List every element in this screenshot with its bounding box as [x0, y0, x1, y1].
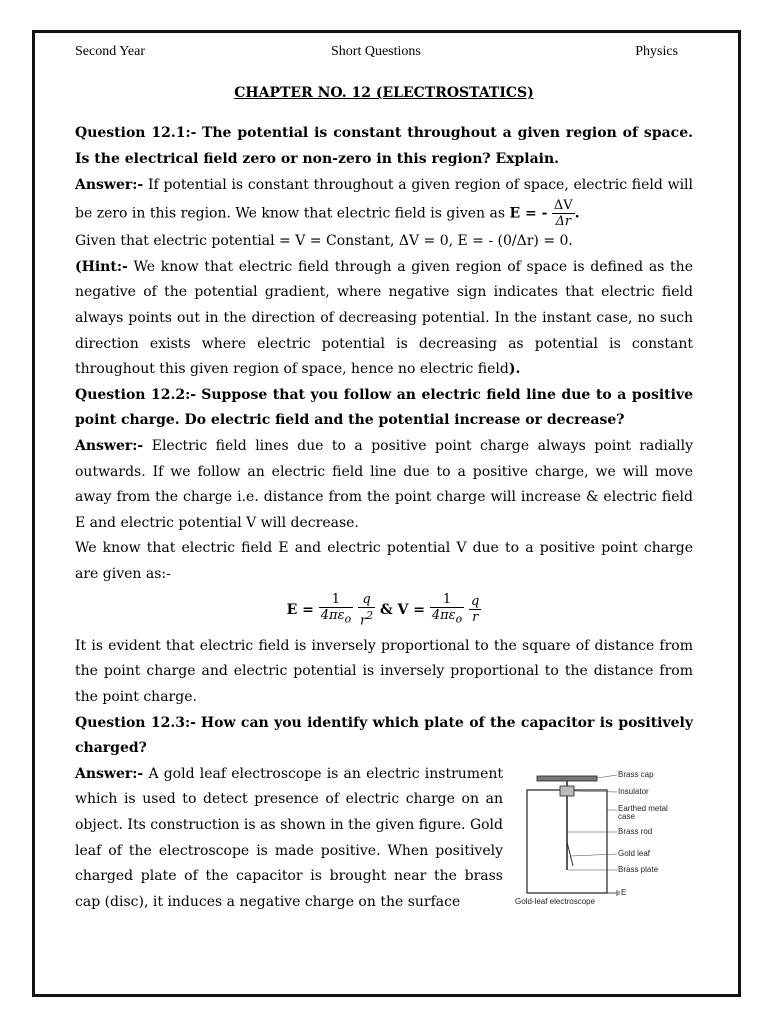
paragraph: It is evident that electric field is inversely proportional to the square of distance from the point charge and electric potential is inversely proportional to the distance from the point charge. [75, 637, 693, 706]
label-e: E [621, 887, 627, 897]
header-left: Second Year [75, 44, 145, 59]
den-text: 4πε [320, 608, 345, 624]
answer-label: Answer:- [75, 177, 144, 194]
header-right: Physics [635, 44, 678, 59]
coulomb-constant-fraction [430, 592, 464, 627]
question-label: Question 12.1:- [75, 125, 197, 141]
r-symbol: r [359, 612, 367, 628]
label-brass-rod: Brass rod [618, 826, 653, 836]
denominator [358, 608, 375, 628]
electroscope-diagram [513, 762, 693, 910]
question-label: Question 12.2:- [75, 386, 197, 403]
document-body [75, 121, 693, 915]
question-12-2 [75, 383, 693, 434]
field-potential-formula [75, 588, 693, 634]
hint-paragraph [75, 255, 693, 383]
denominator: r [472, 610, 479, 626]
label-insulator: Insulator [618, 786, 649, 796]
hint-close: ). [508, 361, 521, 378]
formula-end: . [574, 205, 580, 222]
electroscope-figure [513, 762, 693, 910]
numerator: 1 [319, 592, 353, 608]
chapter-title: CHAPTER NO. 12 (ELECTROSTATICS) [234, 85, 534, 101]
superscript: 2 [366, 608, 374, 622]
q-symbol: q [362, 591, 371, 607]
hint-text: We know that electric field through a given region of space is defined as the negative of the potential gradient, where negative sign indicates that electric field always points out in the direction of decreasing potential. In the instant case, no such direction exists where electric potential is decreasing as potential is constant throughout this given region of space, hence no electric field [75, 258, 693, 378]
answer-12-1 [75, 172, 693, 229]
formula-fraction [552, 198, 575, 229]
subscript: o [344, 612, 352, 626]
answer-label: Answer:- [75, 765, 144, 782]
charge-distance-fraction [469, 594, 481, 625]
formula-numerator: ΔV [553, 198, 573, 214]
paragraph: We know that electric field E and electric potential V due to a positive point charge are given as:- [75, 540, 693, 582]
insulator-shape [560, 786, 574, 796]
and-v-prefix: & V = [379, 601, 425, 618]
given-line: Given that electric potential = V = Constant, ΔV = 0, E = - (0/Δr) = 0. [75, 233, 573, 250]
subscript: o [455, 612, 463, 626]
leader-line [574, 791, 617, 792]
den-text: 4πε [431, 608, 456, 624]
answer-text: Electric field lines due to a positive point charge always point radially outwards. If we follow an electric field line due to a positive charge, we will move away from the charge i.e. distance from the point charge will increase & electric field E and electric potential V will decrease. [75, 437, 693, 531]
figure-caption: Gold-leaf electroscope [515, 896, 596, 906]
answer-text: If potential is constant throughout a given region of space, electric field will be zero in this region. We know that electric field is given as [75, 177, 694, 222]
e-prefix: E = [286, 601, 314, 618]
leader-line [597, 775, 617, 778]
question-12-3 [75, 711, 693, 762]
question-text: Suppose that you follow an electric field line due to a positive point charge. Do electric field and the potential increase or decrease? [75, 386, 694, 429]
q-symbol: q [471, 594, 480, 610]
charge-distance-squared-fraction [358, 592, 375, 628]
label-brass-plate: Brass plate [618, 864, 659, 874]
numerator: 1 [430, 592, 464, 608]
numerator [358, 592, 375, 608]
question-12-1 [75, 121, 693, 172]
question-text: How can you identify which plate of the capacitor is positively charged? [75, 714, 693, 757]
answer-12-2 [75, 434, 693, 536]
label-brass-cap: Brass cap [618, 769, 654, 779]
formula-prefix: E = - [509, 205, 548, 222]
answer-text: A gold leaf electroscope is an electric instrument which is used to detect presence of electric charge on an object. Its construction is as shown in the given figure. Gold leaf of the electroscope is made positive. When positively charged plate of the capacitor is brought near the brass cap (disc), it induces a negative charge on the surface [75, 765, 503, 910]
leader-line [571, 854, 617, 856]
numerator [469, 594, 481, 610]
gold-leaf-shape [567, 842, 573, 866]
formula-denominator: Δr [555, 214, 572, 230]
header-center: Short Questions [331, 44, 421, 59]
answer-label: Answer:- [75, 437, 144, 454]
denominator [319, 608, 353, 627]
question-label: Question 12.3:- [75, 714, 196, 731]
brass-cap-shape [537, 776, 597, 781]
denominator [430, 608, 464, 627]
question-text: The potential is constant throughout a given region of space. Is the electrical field zero or non-zero in this region? Explain. [75, 125, 693, 167]
label-gold-leaf: Gold leaf [618, 848, 651, 858]
hint-label: Hint:- [81, 258, 128, 275]
label-case: case [618, 811, 635, 821]
label-earthed-metal: Earthed metal [618, 803, 668, 813]
hint-open: ( [75, 258, 82, 275]
coulomb-constant-fraction [319, 592, 353, 627]
